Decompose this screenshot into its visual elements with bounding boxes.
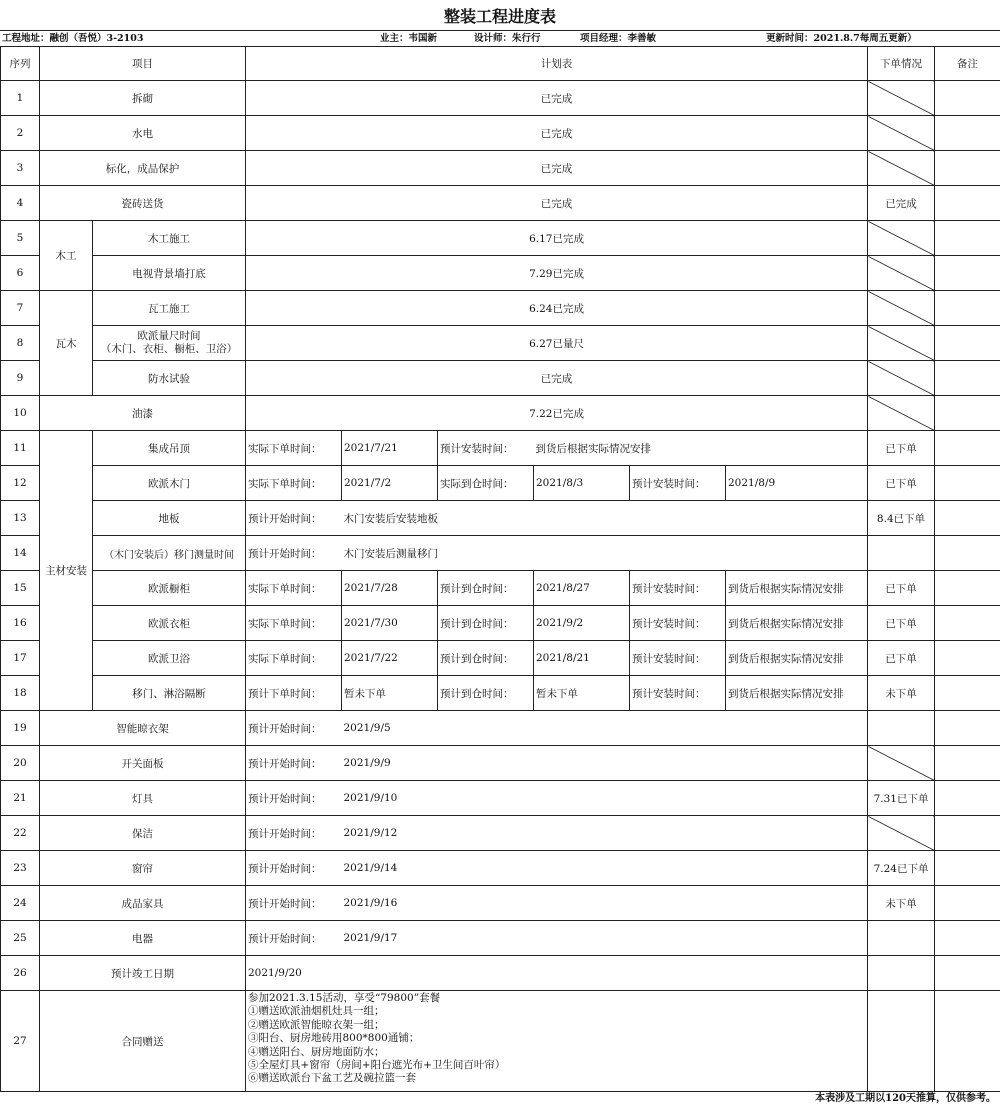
order-empty-slash: [868, 151, 935, 186]
value-actual-order: 2021/7/28: [342, 571, 438, 606]
label-est-start: 预计开始时间：: [246, 851, 342, 886]
row-item: 拆砌: [40, 81, 246, 116]
row-plan: 6.27已量尺: [246, 326, 868, 361]
value-est-install: 到货后根据实际情况安排: [726, 641, 868, 676]
row-item: 灯具: [40, 781, 246, 816]
row-note: [935, 746, 1000, 781]
sheet-title: 整装工程进度表: [0, 0, 1000, 31]
row-item: 瓷砖送货: [40, 186, 246, 221]
row-note: [935, 186, 1000, 221]
row-order-status: 7.31已下单: [868, 781, 935, 816]
table-row: [1, 361, 1000, 396]
row-order-status: [868, 536, 935, 571]
value-est-install: 到货后根据实际情况安排: [726, 606, 868, 641]
table-row: [1, 746, 1000, 781]
label-est-start: 预计开始时间：: [246, 711, 342, 746]
row-order-status: [868, 956, 935, 991]
row-item: 欧派衣柜: [93, 606, 246, 641]
value-est-install: 到货后根据实际情况安排: [534, 431, 868, 466]
row-note: [935, 501, 1000, 536]
table-row: [1, 501, 1000, 536]
gift-line: ②赠送欧派智能晾衣架一组；: [248, 1018, 385, 1031]
value-est-start: 木门安装后安装地板: [342, 501, 868, 536]
update-time: 更新时间：2021.8.7每周五更新）: [766, 33, 917, 44]
row-item: （木门安装后）移门测量时间: [93, 536, 246, 571]
label-actual-order: 实际下单时间：: [246, 466, 342, 501]
table-row: [1, 816, 1000, 851]
order-empty-slash: [868, 326, 935, 361]
table-row: [1, 326, 1000, 361]
row-note: [935, 641, 1000, 676]
table-row: [1, 536, 1000, 571]
row-number: 8: [1, 326, 40, 361]
row-note: [935, 81, 1000, 116]
label-est-arrive: 预计到仓时间：: [438, 606, 534, 641]
row-order-status: 已下单: [868, 641, 935, 676]
value-est-arrive: 2021/8/21: [534, 641, 630, 676]
value-actual-order: 2021/7/30: [342, 606, 438, 641]
table-row: [1, 431, 1000, 466]
row-order-status: 8.4已下单: [868, 501, 935, 536]
row-plan: 6.24已完成: [246, 291, 868, 326]
row-item: 保洁: [40, 816, 246, 851]
label-est-install: 预计安装时间：: [630, 466, 726, 501]
label-est-start: 预计开始时间：: [246, 746, 342, 781]
row-number: 22: [1, 816, 40, 851]
schedule-table: [0, 46, 1000, 1092]
gift-line: ⑥赠送欧派台下盆工艺及碗拉篮一套: [248, 1072, 416, 1085]
label-est-start: 预计开始时间：: [246, 886, 342, 921]
order-empty-slash: [868, 116, 935, 151]
row-number: 6: [1, 256, 40, 291]
row-note: [935, 711, 1000, 746]
row-number: 21: [1, 781, 40, 816]
order-empty-slash: [868, 361, 935, 396]
project-manager: 项目经理：李善敏: [580, 33, 657, 44]
row-note: [935, 991, 1000, 1092]
row-order-status: 已下单: [868, 606, 935, 641]
row-plan: 已完成: [246, 186, 868, 221]
row-note: [935, 921, 1000, 956]
row-note: [935, 676, 1000, 711]
value-est-arrive: 2021/9/2: [534, 606, 630, 641]
owner-name: 业主：韦国新: [380, 33, 438, 44]
row-note: [935, 396, 1000, 431]
table-row: [1, 81, 1000, 116]
row-item: 电器: [40, 921, 246, 956]
table-row: [1, 676, 1000, 711]
value-est-install: 到货后根据实际情况安排: [726, 571, 868, 606]
table-row: [1, 221, 1000, 256]
row-note: [935, 116, 1000, 151]
table-row: [1, 711, 1000, 746]
value-est-start: 2021/9/12: [342, 816, 868, 851]
order-empty-slash: [868, 291, 935, 326]
contract-gift-list: [246, 991, 868, 1092]
label-est-start: 预计开始时间：: [246, 816, 342, 851]
row-note: [935, 256, 1000, 291]
row-number: 2: [1, 116, 40, 151]
value-actual-order: 2021/7/21: [342, 431, 438, 466]
row-item: [93, 326, 246, 361]
row-number: 17: [1, 641, 40, 676]
value-actual-arrive: 2021/8/3: [534, 466, 630, 501]
row-note: [935, 291, 1000, 326]
value-est-install: 到货后根据实际情况安排: [726, 676, 868, 711]
row-order-status: 已下单: [868, 431, 935, 466]
value-actual-order: 2021/7/22: [342, 641, 438, 676]
label-est-install: 预计安装时间：: [438, 431, 534, 466]
row-note: [935, 221, 1000, 256]
group-tiling: 瓦木: [40, 291, 93, 396]
label-actual-order: 实际下单时间：: [246, 606, 342, 641]
footer-note: 本表涉及工期以120天推算，仅供参考。: [815, 1093, 996, 1104]
gift-line: ④赠送阳台、厨房地面防水；: [248, 1045, 385, 1058]
order-empty-slash: [868, 81, 935, 116]
table-row: [1, 291, 1000, 326]
row-number: 19: [1, 711, 40, 746]
row-number: 25: [1, 921, 40, 956]
row-item: 欧派橱柜: [93, 571, 246, 606]
gift-line: ③阳台、厨房地砖用800*800通铺；: [248, 1032, 420, 1045]
label-est-start: 预计开始时间：: [246, 501, 342, 536]
table-row: [1, 186, 1000, 221]
table-row: [1, 256, 1000, 291]
row-plan: 已完成: [246, 116, 868, 151]
row-plan: 已完成: [246, 81, 868, 116]
row-order-status: 已完成: [868, 186, 935, 221]
group-main-install: 主材安装: [40, 431, 93, 711]
row-number: 11: [1, 431, 40, 466]
row-item: 欧派卫浴: [93, 641, 246, 676]
row-note: [935, 361, 1000, 396]
designer-name: 设计师：朱行行: [474, 33, 541, 44]
row-plan: 已完成: [246, 361, 868, 396]
header-row: [1, 47, 1000, 81]
row-number: 10: [1, 396, 40, 431]
row-number: 16: [1, 606, 40, 641]
row-item: 标化，成品保护: [40, 151, 246, 186]
value-est-install: 2021/8/9: [726, 466, 868, 501]
row-note: [935, 886, 1000, 921]
row-item: 电视背景墙打底: [93, 256, 246, 291]
row-item: 开关面板: [40, 746, 246, 781]
order-empty-slash: [868, 396, 935, 431]
value-est-start: 2021/9/14: [342, 851, 868, 886]
row-plan: 7.22已完成: [246, 396, 868, 431]
row-number: 12: [1, 466, 40, 501]
row-number: 27: [1, 991, 40, 1092]
row-number: 5: [1, 221, 40, 256]
value-est-order: 暂未下单: [342, 676, 438, 711]
row-number: 15: [1, 571, 40, 606]
table-row: [1, 466, 1000, 501]
label-est-start: 预计开始时间：: [246, 921, 342, 956]
table-row: [1, 921, 1000, 956]
row-order-status: [868, 921, 935, 956]
row-item: 油漆: [40, 396, 246, 431]
order-empty-slash: [868, 746, 935, 781]
label-actual-order: 实际下单时间：: [246, 641, 342, 676]
row-item: 地板: [93, 501, 246, 536]
row-note: [935, 606, 1000, 641]
label-actual-order: 实际下单时间：: [246, 571, 342, 606]
row-item: 移门、淋浴隔断: [93, 676, 246, 711]
label-est-install: 预计安装时间：: [630, 641, 726, 676]
value-est-start: 2021/9/5: [342, 711, 868, 746]
row-note: [935, 781, 1000, 816]
label-actual-order: 实际下单时间：: [246, 431, 342, 466]
value-est-arrive: 暂未下单: [534, 676, 630, 711]
label-est-install: 预计安装时间：: [630, 676, 726, 711]
row-order-status: 未下单: [868, 886, 935, 921]
label-est-order: 预计下单时间：: [246, 676, 342, 711]
row-item: 成品家具: [40, 886, 246, 921]
gift-line: ⑤全屋灯具+窗帘（房间+阳台遮光布+卫生间百叶帘）: [248, 1059, 506, 1072]
row-item: 智能晾衣架: [40, 711, 246, 746]
row-note: [935, 466, 1000, 501]
table-row: [1, 396, 1000, 431]
row-item: 预计竣工日期: [40, 956, 246, 991]
header-seq: 序列: [1, 47, 40, 81]
row-note: [935, 816, 1000, 851]
row-item: 防水试验: [93, 361, 246, 396]
row-order-status: [868, 711, 935, 746]
completion-date: 2021/9/20: [246, 956, 868, 991]
row-number: 3: [1, 151, 40, 186]
row-number: 26: [1, 956, 40, 991]
row-item-line2: （木门、衣柜、橱柜、卫浴）: [100, 343, 238, 355]
row-item-line1: 欧派量尺时间: [137, 330, 201, 342]
row-order-status: 7.24已下单: [868, 851, 935, 886]
row-note: [935, 956, 1000, 991]
header-note: 备注: [935, 47, 1000, 81]
table-row: [1, 851, 1000, 886]
row-note: [935, 326, 1000, 361]
gift-line: ①赠送欧派油烟机灶具一组；: [248, 1005, 385, 1018]
row-order-status: 已下单: [868, 466, 935, 501]
row-order-status: 未下单: [868, 676, 935, 711]
table-row: [1, 571, 1000, 606]
table-row: [1, 116, 1000, 151]
value-est-start: 2021/9/10: [342, 781, 868, 816]
row-number: 20: [1, 746, 40, 781]
table-row: [1, 606, 1000, 641]
label-est-install: 预计安装时间：: [630, 571, 726, 606]
value-est-start: 2021/9/9: [342, 746, 868, 781]
label-est-start: 预计开始时间：: [246, 536, 342, 571]
group-carpentry: 木工: [40, 221, 93, 291]
table-row: [1, 151, 1000, 186]
order-empty-slash: [868, 816, 935, 851]
row-number: 9: [1, 361, 40, 396]
value-est-start: 2021/9/16: [342, 886, 868, 921]
row-note: [935, 151, 1000, 186]
header-plan: 计划表: [246, 47, 868, 81]
label-actual-arrive: 实际到仓时间：: [438, 466, 534, 501]
row-plan: 6.17已完成: [246, 221, 868, 256]
row-item: 合同赠送: [40, 991, 246, 1092]
gift-line: 参加2021.3.15活动，享受“79800”套餐: [248, 992, 441, 1004]
header-item: 项目: [40, 47, 246, 81]
row-number: 24: [1, 886, 40, 921]
row-number: 14: [1, 536, 40, 571]
row-number: 4: [1, 186, 40, 221]
order-empty-slash: [868, 221, 935, 256]
row-order-status: 已下单: [868, 571, 935, 606]
row-number: 18: [1, 676, 40, 711]
label-est-start: 预计开始时间：: [246, 781, 342, 816]
table-row: [1, 641, 1000, 676]
row-item: 窗帘: [40, 851, 246, 886]
row-number: 23: [1, 851, 40, 886]
row-plan: 7.29已完成: [246, 256, 868, 291]
table-row: [1, 991, 1000, 1092]
row-plan: 已完成: [246, 151, 868, 186]
value-est-arrive: 2021/8/27: [534, 571, 630, 606]
row-note: [935, 536, 1000, 571]
row-number: 7: [1, 291, 40, 326]
value-est-start: 2021/9/17: [342, 921, 868, 956]
label-est-arrive: 预计到仓时间：: [438, 641, 534, 676]
row-number: 13: [1, 501, 40, 536]
header-order: 下单情况: [868, 47, 935, 81]
row-item: 瓦工施工: [93, 291, 246, 326]
value-actual-order: 2021/7/2: [342, 466, 438, 501]
project-address: 工程地址：融创（吾悦）3-2103: [2, 33, 144, 44]
row-order-status: [868, 991, 935, 1092]
label-est-install: 预计安装时间：: [630, 606, 726, 641]
row-note: [935, 431, 1000, 466]
row-number: 1: [1, 81, 40, 116]
row-item: 集成吊顶: [93, 431, 246, 466]
value-est-start: 木门安装后测量移门: [342, 536, 868, 571]
label-est-arrive: 预计到仓时间：: [438, 571, 534, 606]
row-item: 水电: [40, 116, 246, 151]
row-item: 木工施工: [93, 221, 246, 256]
row-item: 欧派木门: [93, 466, 246, 501]
row-note: [935, 851, 1000, 886]
table-row: [1, 956, 1000, 991]
row-note: [935, 571, 1000, 606]
order-empty-slash: [868, 256, 935, 291]
table-row: [1, 781, 1000, 816]
label-est-arrive: 预计到仓时间：: [438, 676, 534, 711]
table-row: [1, 886, 1000, 921]
